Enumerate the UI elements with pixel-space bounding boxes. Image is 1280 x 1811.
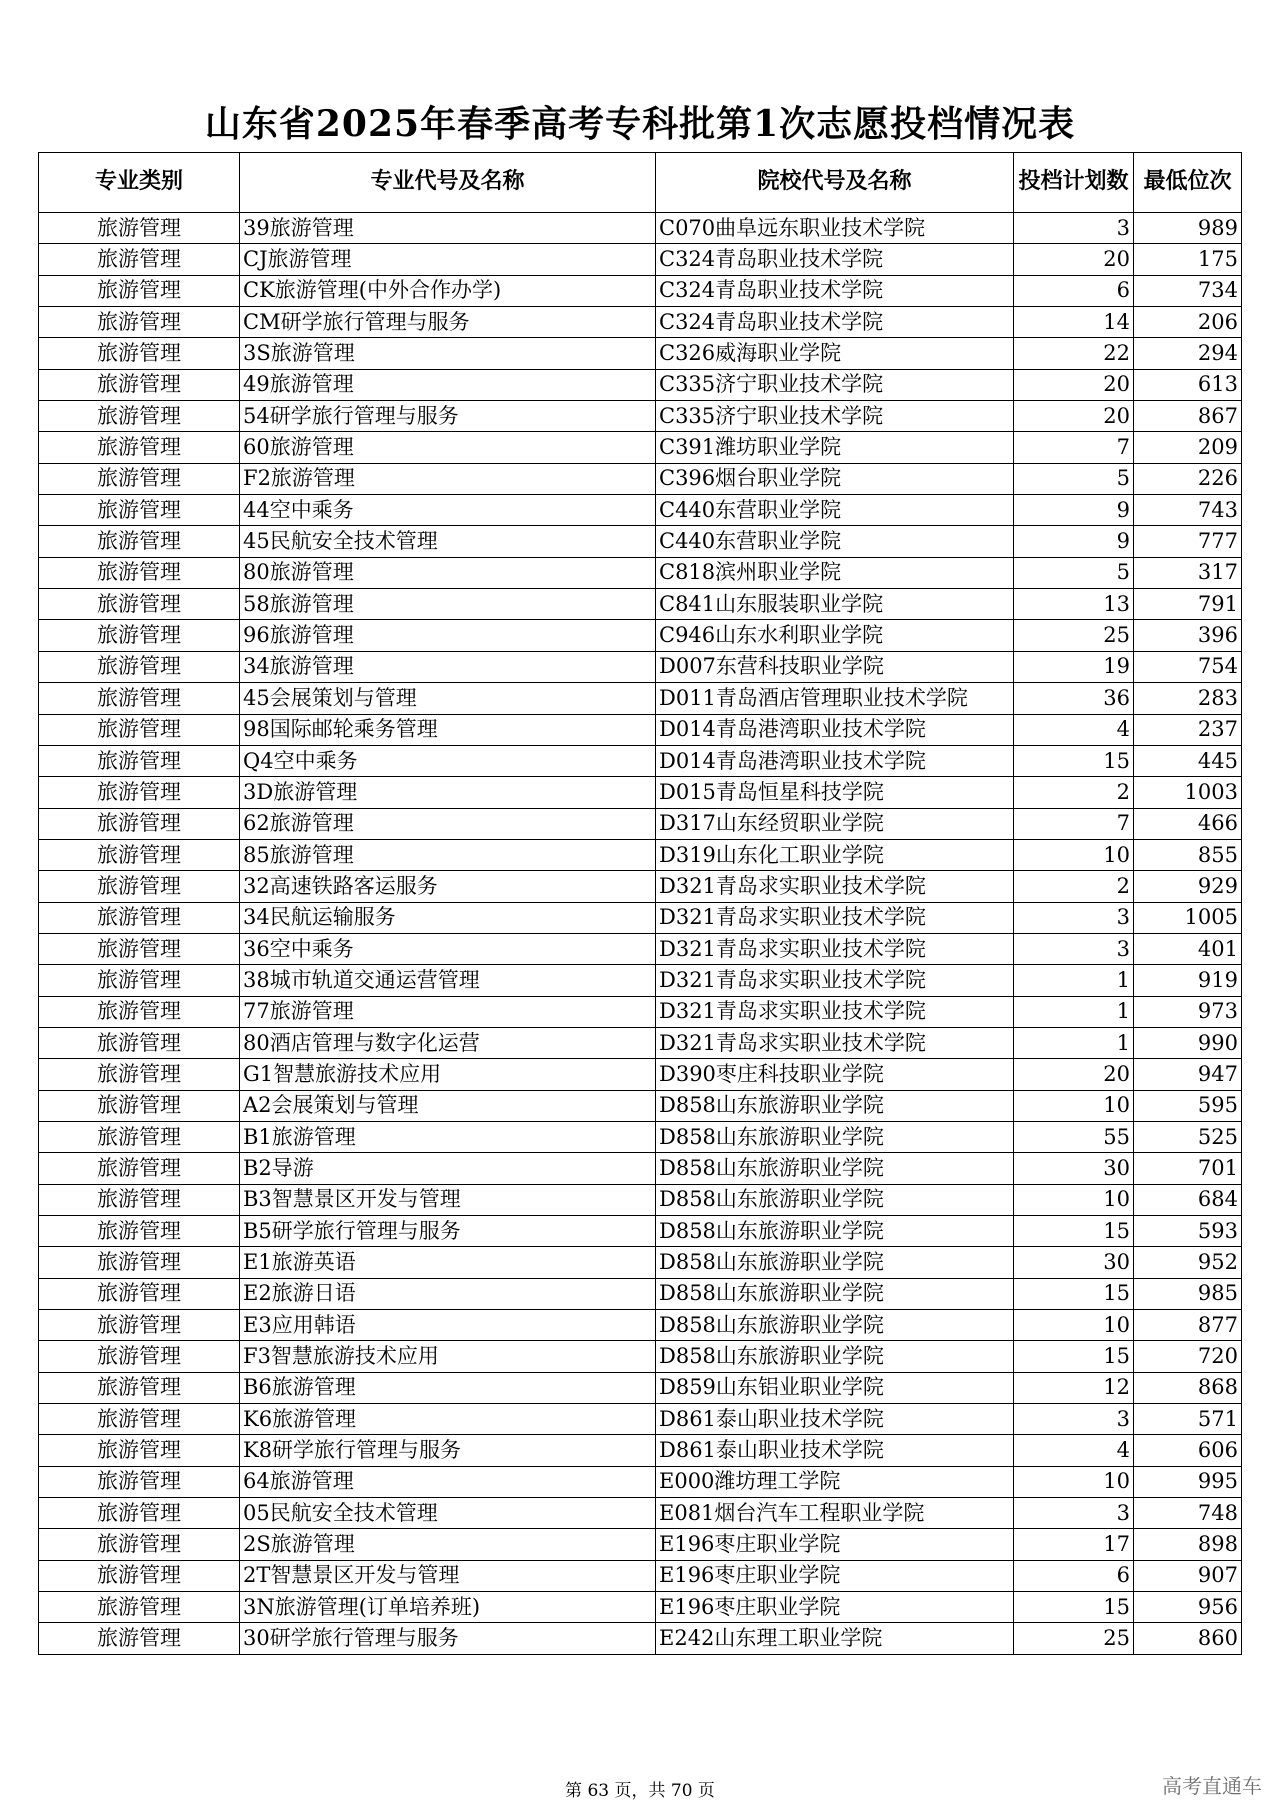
cell-school: D319山东化工职业学院 [656, 839, 1014, 870]
cell-school: C326威海职业学院 [656, 338, 1014, 369]
cell-school: C070曲阜远东职业技术学院 [656, 213, 1014, 244]
cell-min-rank: 613 [1134, 369, 1242, 400]
table-row [39, 1059, 1242, 1090]
cell-school: C324青岛职业技术学院 [656, 244, 1014, 275]
cell-min-rank: 445 [1134, 745, 1242, 776]
cell-major: 34民航运输服务 [240, 902, 656, 933]
cell-school: D014青岛港湾职业技术学院 [656, 714, 1014, 745]
cell-min-rank: 743 [1134, 495, 1242, 526]
cell-category: 旅游管理 [39, 1560, 240, 1591]
cell-plan-count: 5 [1014, 463, 1134, 494]
cell-plan-count: 9 [1014, 526, 1134, 557]
table-row [39, 1310, 1242, 1341]
header-major: 专业代号及名称 [240, 153, 656, 213]
cell-plan-count: 1 [1014, 996, 1134, 1027]
cell-school: D390枣庄科技职业学院 [656, 1059, 1014, 1090]
cell-category: 旅游管理 [39, 1090, 240, 1121]
cell-school: D858山东旅游职业学院 [656, 1216, 1014, 1247]
cell-school: C818滨州职业学院 [656, 557, 1014, 588]
table-row [39, 651, 1242, 682]
cell-plan-count: 2 [1014, 777, 1134, 808]
table-row [39, 714, 1242, 745]
cell-min-rank: 571 [1134, 1404, 1242, 1435]
cell-category: 旅游管理 [39, 463, 240, 494]
cell-category: 旅游管理 [39, 1623, 240, 1654]
cell-school: D321青岛求实职业技术学院 [656, 965, 1014, 996]
cell-min-rank: 595 [1134, 1090, 1242, 1121]
table-row [39, 1278, 1242, 1309]
cell-school: D858山东旅游职业学院 [656, 1184, 1014, 1215]
cell-school: D321青岛求实职业技术学院 [656, 933, 1014, 964]
cell-category: 旅游管理 [39, 1184, 240, 1215]
cell-min-rank: 283 [1134, 683, 1242, 714]
cell-min-rank: 593 [1134, 1216, 1242, 1247]
cell-min-rank: 294 [1134, 338, 1242, 369]
cell-category: 旅游管理 [39, 1592, 240, 1623]
cell-category: 旅游管理 [39, 871, 240, 902]
watermark: 高考直通车 [1162, 1774, 1262, 1798]
cell-major: F3智慧旅游技术应用 [240, 1341, 656, 1372]
cell-category: 旅游管理 [39, 1529, 240, 1560]
cell-major: E3应用韩语 [240, 1310, 656, 1341]
cell-school: D858山东旅游职业学院 [656, 1153, 1014, 1184]
cell-major: A2会展策划与管理 [240, 1090, 656, 1121]
table-body [39, 213, 1242, 1655]
cell-school: C440东营职业学院 [656, 526, 1014, 557]
cell-major: K8研学旅行管理与服务 [240, 1435, 656, 1466]
cell-plan-count: 3 [1014, 933, 1134, 964]
table-row [39, 495, 1242, 526]
cell-category: 旅游管理 [39, 557, 240, 588]
cell-major: 96旅游管理 [240, 620, 656, 651]
cell-category: 旅游管理 [39, 401, 240, 432]
cell-min-rank: 720 [1134, 1341, 1242, 1372]
table-row [39, 1341, 1242, 1372]
cell-major: E1旅游英语 [240, 1247, 656, 1278]
table-row [39, 1560, 1242, 1591]
cell-plan-count: 10 [1014, 1310, 1134, 1341]
cell-category: 旅游管理 [39, 1404, 240, 1435]
cell-category: 旅游管理 [39, 1153, 240, 1184]
header-min-rank: 最低位次 [1134, 153, 1242, 213]
table-row [39, 213, 1242, 244]
cell-min-rank: 898 [1134, 1529, 1242, 1560]
cell-major: 62旅游管理 [240, 808, 656, 839]
cell-school: D321青岛求实职业技术学院 [656, 871, 1014, 902]
cell-school: C335济宁职业技术学院 [656, 401, 1014, 432]
cell-plan-count: 22 [1014, 338, 1134, 369]
cell-major: 60旅游管理 [240, 432, 656, 463]
cell-school: D858山东旅游职业学院 [656, 1247, 1014, 1278]
table-row [39, 369, 1242, 400]
cell-plan-count: 5 [1014, 557, 1134, 588]
table-row [39, 902, 1242, 933]
cell-min-rank: 466 [1134, 808, 1242, 839]
cell-school: C841山东服装职业学院 [656, 589, 1014, 620]
cell-major: 80旅游管理 [240, 557, 656, 588]
table-row [39, 244, 1242, 275]
cell-school: D858山东旅游职业学院 [656, 1310, 1014, 1341]
cell-plan-count: 15 [1014, 1341, 1134, 1372]
cell-category: 旅游管理 [39, 839, 240, 870]
cell-min-rank: 860 [1134, 1623, 1242, 1654]
cell-min-rank: 855 [1134, 839, 1242, 870]
cell-plan-count: 20 [1014, 369, 1134, 400]
cell-school: D317山东经贸职业学院 [656, 808, 1014, 839]
cell-major: 49旅游管理 [240, 369, 656, 400]
cell-plan-count: 10 [1014, 1090, 1134, 1121]
table-row [39, 526, 1242, 557]
cell-major: 80酒店管理与数字化运营 [240, 1027, 656, 1058]
cell-min-rank: 877 [1134, 1310, 1242, 1341]
cell-min-rank: 956 [1134, 1592, 1242, 1623]
table-row [39, 933, 1242, 964]
cell-min-rank: 907 [1134, 1560, 1242, 1591]
table-row [39, 1404, 1242, 1435]
cell-major: CK旅游管理(中外合作办学) [240, 275, 656, 306]
cell-category: 旅游管理 [39, 1121, 240, 1152]
cell-plan-count: 10 [1014, 839, 1134, 870]
cell-major: 77旅游管理 [240, 996, 656, 1027]
cell-major: 45会展策划与管理 [240, 683, 656, 714]
cell-category: 旅游管理 [39, 495, 240, 526]
cell-min-rank: 237 [1134, 714, 1242, 745]
cell-school: D321青岛求实职业技术学院 [656, 996, 1014, 1027]
cell-major: 3D旅游管理 [240, 777, 656, 808]
cell-school: D011青岛酒店管理职业技术学院 [656, 683, 1014, 714]
cell-plan-count: 7 [1014, 432, 1134, 463]
cell-major: F2旅游管理 [240, 463, 656, 494]
cell-plan-count: 7 [1014, 808, 1134, 839]
table-row [39, 620, 1242, 651]
cell-min-rank: 525 [1134, 1121, 1242, 1152]
cell-category: 旅游管理 [39, 526, 240, 557]
cell-plan-count: 10 [1014, 1184, 1134, 1215]
cell-min-rank: 396 [1134, 620, 1242, 651]
table-row [39, 1372, 1242, 1403]
cell-min-rank: 1003 [1134, 777, 1242, 808]
cell-category: 旅游管理 [39, 369, 240, 400]
cell-plan-count: 2 [1014, 871, 1134, 902]
cell-min-rank: 973 [1134, 996, 1242, 1027]
cell-plan-count: 25 [1014, 620, 1134, 651]
cell-category: 旅游管理 [39, 996, 240, 1027]
table-row [39, 1121, 1242, 1152]
cell-category: 旅游管理 [39, 307, 240, 338]
cell-min-rank: 919 [1134, 965, 1242, 996]
cell-plan-count: 20 [1014, 1059, 1134, 1090]
cell-category: 旅游管理 [39, 1059, 240, 1090]
cell-school: E196枣庄职业学院 [656, 1529, 1014, 1560]
table-row [39, 839, 1242, 870]
cell-plan-count: 3 [1014, 1498, 1134, 1529]
cell-min-rank: 401 [1134, 933, 1242, 964]
cell-plan-count: 9 [1014, 495, 1134, 526]
cell-school: C324青岛职业技术学院 [656, 275, 1014, 306]
cell-min-rank: 867 [1134, 401, 1242, 432]
cell-school: D858山东旅游职业学院 [656, 1090, 1014, 1121]
cell-major: B3智慧景区开发与管理 [240, 1184, 656, 1215]
table-row [39, 777, 1242, 808]
cell-category: 旅游管理 [39, 275, 240, 306]
cell-school: D321青岛求实职业技术学院 [656, 1027, 1014, 1058]
cell-plan-count: 15 [1014, 1216, 1134, 1247]
cell-plan-count: 15 [1014, 1278, 1134, 1309]
cell-school: D014青岛港湾职业技术学院 [656, 745, 1014, 776]
cell-plan-count: 25 [1014, 1623, 1134, 1654]
table-row [39, 1529, 1242, 1560]
table-row [39, 589, 1242, 620]
table-row [39, 1466, 1242, 1497]
cell-plan-count: 1 [1014, 1027, 1134, 1058]
table-row [39, 1592, 1242, 1623]
cell-min-rank: 995 [1134, 1466, 1242, 1497]
cell-school: C324青岛职业技术学院 [656, 307, 1014, 338]
cell-plan-count: 15 [1014, 1592, 1134, 1623]
table-row [39, 432, 1242, 463]
table-row [39, 1435, 1242, 1466]
cell-min-rank: 684 [1134, 1184, 1242, 1215]
cell-school: D015青岛恒星科技学院 [656, 777, 1014, 808]
cell-major: 54研学旅行管理与服务 [240, 401, 656, 432]
cell-category: 旅游管理 [39, 1341, 240, 1372]
table-row [39, 1216, 1242, 1247]
cell-plan-count: 17 [1014, 1529, 1134, 1560]
cell-plan-count: 19 [1014, 651, 1134, 682]
table-row [39, 965, 1242, 996]
cell-plan-count: 30 [1014, 1247, 1134, 1278]
cell-min-rank: 734 [1134, 275, 1242, 306]
cell-major: 45民航安全技术管理 [240, 526, 656, 557]
cell-plan-count: 3 [1014, 902, 1134, 933]
cell-school: D007东营科技职业学院 [656, 651, 1014, 682]
cell-plan-count: 13 [1014, 589, 1134, 620]
cell-plan-count: 6 [1014, 275, 1134, 306]
cell-category: 旅游管理 [39, 1372, 240, 1403]
cell-category: 旅游管理 [39, 244, 240, 275]
header-category: 专业类别 [39, 153, 240, 213]
cell-plan-count: 55 [1014, 1121, 1134, 1152]
cell-school: C335济宁职业技术学院 [656, 369, 1014, 400]
cell-plan-count: 4 [1014, 1435, 1134, 1466]
cell-min-rank: 777 [1134, 526, 1242, 557]
cell-plan-count: 15 [1014, 745, 1134, 776]
cell-plan-count: 36 [1014, 683, 1134, 714]
cell-category: 旅游管理 [39, 1310, 240, 1341]
cell-plan-count: 30 [1014, 1153, 1134, 1184]
cell-school: C391潍坊职业学院 [656, 432, 1014, 463]
cell-min-rank: 748 [1134, 1498, 1242, 1529]
table-row [39, 1498, 1242, 1529]
cell-category: 旅游管理 [39, 1027, 240, 1058]
cell-major: 32高速铁路客运服务 [240, 871, 656, 902]
cell-major: 98国际邮轮乘务管理 [240, 714, 656, 745]
cell-major: 30研学旅行管理与服务 [240, 1623, 656, 1654]
table-row [39, 808, 1242, 839]
cell-category: 旅游管理 [39, 651, 240, 682]
table-row [39, 338, 1242, 369]
cell-school: E196枣庄职业学院 [656, 1592, 1014, 1623]
cell-school: E196枣庄职业学院 [656, 1560, 1014, 1591]
cell-min-rank: 175 [1134, 244, 1242, 275]
cell-min-rank: 209 [1134, 432, 1242, 463]
cell-major: B5研学旅行管理与服务 [240, 1216, 656, 1247]
cell-major: B6旅游管理 [240, 1372, 656, 1403]
cell-category: 旅游管理 [39, 965, 240, 996]
table-row [39, 557, 1242, 588]
cell-plan-count: 14 [1014, 307, 1134, 338]
cell-plan-count: 3 [1014, 1404, 1134, 1435]
cell-min-rank: 226 [1134, 463, 1242, 494]
cell-major: 58旅游管理 [240, 589, 656, 620]
table-row [39, 1090, 1242, 1121]
cell-major: B1旅游管理 [240, 1121, 656, 1152]
table-row [39, 1247, 1242, 1278]
cell-major: 2T智慧景区开发与管理 [240, 1560, 656, 1591]
cell-plan-count: 6 [1014, 1560, 1134, 1591]
cell-category: 旅游管理 [39, 1278, 240, 1309]
cell-min-rank: 1005 [1134, 902, 1242, 933]
table-row [39, 1184, 1242, 1215]
cell-major: 36空中乘务 [240, 933, 656, 964]
cell-min-rank: 947 [1134, 1059, 1242, 1090]
table-row [39, 307, 1242, 338]
cell-major: 3S旅游管理 [240, 338, 656, 369]
cell-major: 39旅游管理 [240, 213, 656, 244]
table-row [39, 1153, 1242, 1184]
cell-major: 05民航安全技术管理 [240, 1498, 656, 1529]
table-row [39, 401, 1242, 432]
cell-category: 旅游管理 [39, 1466, 240, 1497]
cell-school: C946山东水利职业学院 [656, 620, 1014, 651]
cell-category: 旅游管理 [39, 1498, 240, 1529]
cell-category: 旅游管理 [39, 1216, 240, 1247]
cell-school: C440东营职业学院 [656, 495, 1014, 526]
cell-school: D321青岛求实职业技术学院 [656, 902, 1014, 933]
table-row [39, 463, 1242, 494]
table-row [39, 1623, 1242, 1654]
cell-major: E2旅游日语 [240, 1278, 656, 1309]
table-row [39, 745, 1242, 776]
cell-major: B2导游 [240, 1153, 656, 1184]
cell-category: 旅游管理 [39, 338, 240, 369]
cell-category: 旅游管理 [39, 1247, 240, 1278]
table-row [39, 996, 1242, 1027]
table-row [39, 1027, 1242, 1058]
cell-school: E242山东理工职业学院 [656, 1623, 1014, 1654]
table-row [39, 871, 1242, 902]
page-number: 第 63 页，共 70 页 [565, 1781, 715, 1801]
cell-major: G1智慧旅游技术应用 [240, 1059, 656, 1090]
cell-plan-count: 20 [1014, 244, 1134, 275]
cell-major: 38城市轨道交通运营管理 [240, 965, 656, 996]
cell-major: 44空中乘务 [240, 495, 656, 526]
cell-plan-count: 3 [1014, 213, 1134, 244]
cell-category: 旅游管理 [39, 745, 240, 776]
cell-plan-count: 1 [1014, 965, 1134, 996]
cell-plan-count: 12 [1014, 1372, 1134, 1403]
cell-major: Q4空中乘务 [240, 745, 656, 776]
cell-plan-count: 20 [1014, 401, 1134, 432]
table-row [39, 275, 1242, 306]
cell-school: E000潍坊理工学院 [656, 1466, 1014, 1497]
cell-min-rank: 989 [1134, 213, 1242, 244]
cell-plan-count: 4 [1014, 714, 1134, 745]
cell-school: E081烟台汽车工程职业学院 [656, 1498, 1014, 1529]
cell-category: 旅游管理 [39, 432, 240, 463]
cell-min-rank: 206 [1134, 307, 1242, 338]
cell-min-rank: 701 [1134, 1153, 1242, 1184]
cell-min-rank: 791 [1134, 589, 1242, 620]
cell-school: D861泰山职业技术学院 [656, 1404, 1014, 1435]
cell-category: 旅游管理 [39, 714, 240, 745]
table-row [39, 683, 1242, 714]
cell-min-rank: 952 [1134, 1247, 1242, 1278]
cell-min-rank: 754 [1134, 651, 1242, 682]
cell-min-rank: 929 [1134, 871, 1242, 902]
cell-school: D858山东旅游职业学院 [656, 1341, 1014, 1372]
cell-category: 旅游管理 [39, 933, 240, 964]
cell-min-rank: 868 [1134, 1372, 1242, 1403]
cell-major: CM研学旅行管理与服务 [240, 307, 656, 338]
cell-category: 旅游管理 [39, 213, 240, 244]
cell-min-rank: 990 [1134, 1027, 1242, 1058]
cell-major: 64旅游管理 [240, 1466, 656, 1497]
table-header-row [39, 153, 1242, 213]
cell-min-rank: 985 [1134, 1278, 1242, 1309]
cell-category: 旅游管理 [39, 808, 240, 839]
header-plan-count: 投档计划数 [1014, 153, 1134, 213]
cell-school: D858山东旅游职业学院 [656, 1121, 1014, 1152]
cell-major: 34旅游管理 [240, 651, 656, 682]
cell-min-rank: 606 [1134, 1435, 1242, 1466]
cell-major: 2S旅游管理 [240, 1529, 656, 1560]
cell-school: C396烟台职业学院 [656, 463, 1014, 494]
cell-category: 旅游管理 [39, 620, 240, 651]
cell-major: CJ旅游管理 [240, 244, 656, 275]
cell-major: 85旅游管理 [240, 839, 656, 870]
cell-school: D859山东铝业职业学院 [656, 1372, 1014, 1403]
cell-category: 旅游管理 [39, 902, 240, 933]
cell-category: 旅游管理 [39, 1435, 240, 1466]
cell-school: D858山东旅游职业学院 [656, 1278, 1014, 1309]
cell-category: 旅游管理 [39, 589, 240, 620]
cell-category: 旅游管理 [39, 683, 240, 714]
cell-major: 3N旅游管理(订单培养班) [240, 1592, 656, 1623]
cell-plan-count: 10 [1014, 1466, 1134, 1497]
page-title: 山东省2025年春季高考专科批第1次志愿投档情况表 [204, 103, 1076, 145]
admission-table [38, 152, 1242, 1655]
header-school: 院校代号及名称 [656, 153, 1014, 213]
cell-school: D861泰山职业技术学院 [656, 1435, 1014, 1466]
cell-min-rank: 317 [1134, 557, 1242, 588]
cell-major: K6旅游管理 [240, 1404, 656, 1435]
cell-category: 旅游管理 [39, 777, 240, 808]
